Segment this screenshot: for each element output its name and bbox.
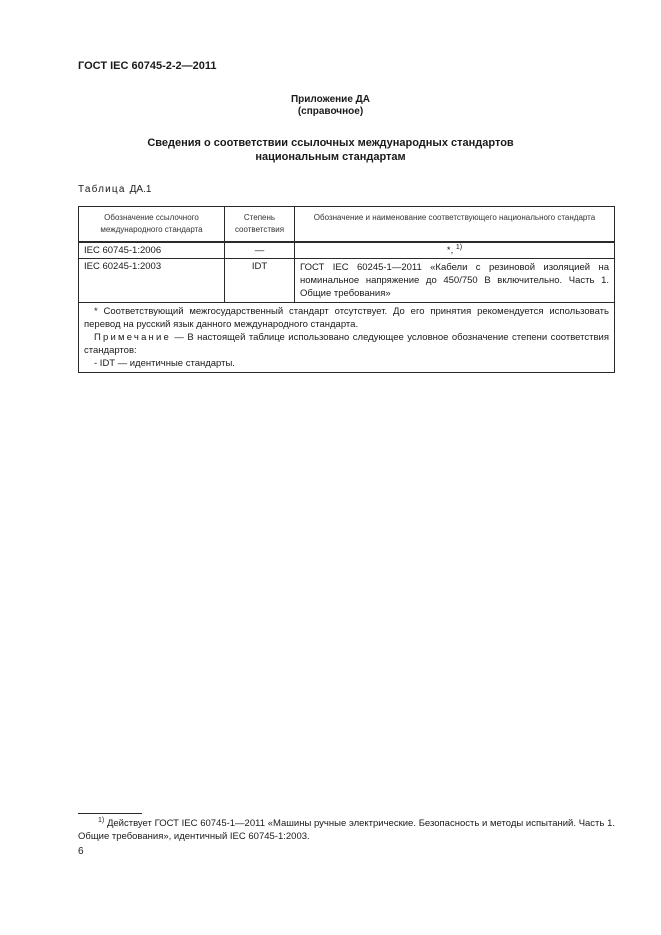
annex-title: Приложение ДА [290, 94, 371, 105]
cell-national: ГОСТ IEC 60245-1—2011 «Кабели с резиновой изоляцией на номинальное напряжение до 450/750 В включительно. Часть 1. Общие требования» [295, 259, 615, 303]
document-code: ГОСТ IEC 60745-2-2—2011 [78, 60, 217, 72]
cell-degree: IDT [225, 259, 295, 303]
footnote-divider [78, 813, 142, 814]
note-label: Примечание [94, 332, 171, 343]
header-reference-standard: Обозначение ссылочного международного стандарта [79, 207, 225, 243]
note-text: — В настоящей таблице использовано следующее условное обозначение степени соответствия стандартов: [84, 332, 609, 356]
table-header-row [79, 207, 615, 243]
header-national-standard: Обозначение и наименование соответствующего национального стандарта [295, 207, 615, 243]
footnote-marker: 1) [98, 816, 105, 824]
section-title [0, 136, 661, 164]
footnote-text: Действует ГОСТ IEC 60745-1—2011 «Машины ручные электрические. Безопасность и методы испытаний. Часть 1. Общие требования», идентичный IEC 60745-1:2003. [78, 818, 615, 842]
section-title-line1: Сведения о соответствии ссылочных международных стандартов [147, 137, 514, 149]
table-caption-number: ДА.1 [129, 184, 152, 195]
note-paragraph [84, 331, 609, 357]
page-number: 6 [78, 846, 84, 857]
section-title-line2: национальным стандартам [255, 151, 406, 163]
annex-subtitle: (справочное) [297, 106, 364, 117]
table-caption-word: Таблица [78, 184, 126, 195]
table-notes [79, 303, 615, 373]
note-item: - IDT — идентичные стандарты. [94, 358, 235, 369]
cell-reference: IEC 60745-1:2006 [79, 242, 225, 259]
table-row [79, 259, 615, 303]
standards-table [78, 206, 615, 373]
footnote [78, 817, 615, 843]
cell-national [295, 242, 615, 259]
header-degree: Степень соответствия [225, 207, 295, 243]
table-caption [78, 184, 151, 195]
table-notes-row [79, 303, 615, 373]
cell-reference: IEC 60245-1:2003 [79, 259, 225, 303]
cell-degree: — [225, 242, 295, 259]
table-row [79, 242, 615, 259]
note-star: * Соответствующий межгосударственный стандарт отсутствует. До его принятия рекомендуется использовать перевод на русский язык данного международного стандарта. [84, 306, 609, 330]
cell-national-text: *, [446, 245, 456, 256]
footnote-ref: 1) [455, 243, 463, 251]
